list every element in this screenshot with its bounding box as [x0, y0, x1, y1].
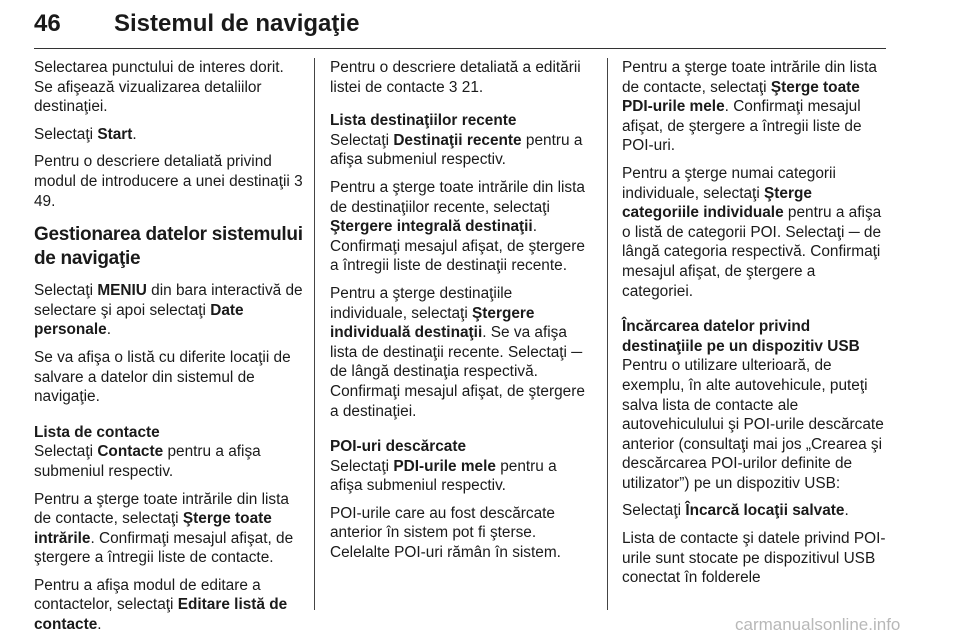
minus-icon: ─: [571, 343, 583, 361]
page-header: [34, 0, 886, 49]
page-number: 46: [34, 10, 61, 37]
arrow-icon: 3: [448, 78, 458, 96]
subheading: POI-uri descărcate: [330, 438, 467, 456]
paragraph: Pentru a şterge toate intrările din lista de contacte, selectaţi Şterge toate intrările. Confirmaţi mesajul afişat, de ştergere a întregii liste de contacte.: [34, 490, 294, 567]
paragraph: Selectaţi PDI-urile mele pentru a afişa submeniul respectiv.: [330, 457, 557, 495]
paragraph: Pentru o descriere detaliată a editării listei de contacte 3 21.: [330, 59, 581, 96]
paragraph: Pentru a şterge toate intrările din lista de contacte, selectaţi Şterge toate PDI-urile mele. Confirmaţi mesajul afişat, de ştergere a întregii liste de POI-uri.: [622, 59, 877, 155]
minus-icon: ─: [848, 223, 860, 241]
subheading: Încărcarea datelor privind destinaţiile pe un dispozitiv USB: [622, 318, 860, 355]
column-divider: [607, 58, 608, 610]
arrow-icon: 3: [294, 172, 303, 190]
subheading: Lista destinaţiilor recente: [330, 112, 517, 130]
paragraph: Se va afişa o listă cu diferite locaţii de salvare a datelor din sistemul de navigaţie.: [34, 348, 291, 406]
paragraph: Pentru a şterge numai categorii individuale, selectaţi Şterge categoriile individuale pentru a afişa o listă de categorii POI. Selectaţi ─ de lângă categoria respectivă. Confirmaţi mesajul afişat, de ştergere a categoriei.: [622, 164, 882, 300]
paragraph: Pentru a şterge toate intrările din lista de destinaţiilor recente, selectaţi Ştergere integrală destinaţii. Confirmaţi mesajul afişat, de ştergere a întregii liste de destinaţii recente.: [330, 178, 585, 275]
paragraph: Pentru a şterge destinaţiile individuale, selectaţi Ştergere individuală destinaţii. Se va afişa lista de destinaţii recente. Selectaţi ─ de lângă destinaţia respectivă. Confirmaţi mesajul afişat, de ştergere a destinaţiei.: [330, 284, 585, 420]
column-left: [34, 58, 304, 643]
paragraph: Pentru o utilizare ulterioară, de exemplu, în alte autovehicule, puteţi salva lista de contacte ale autovehiculului şi POI-urile descărcate anterior (consultaţi mai jos „Crearea şi descărcarea POI-urilor definite de utilizator”) pe un dispozitiv USB:: [622, 357, 884, 492]
paragraph: Pentru o descriere detaliată privind modul de introducere a unei destinaţii 3 49.: [34, 153, 303, 210]
subheading: Lista de contacte: [34, 423, 160, 441]
paragraph: Selectaţi Start.: [34, 125, 137, 143]
section-heading: Gestionarea datelor sistemului de navigaţie: [34, 224, 303, 270]
paragraph: Selectarea punctului de interes dorit. Se afişează vizualizarea detaliilor destinaţiei.: [34, 59, 284, 116]
paragraph: Pentru a afişa modul de editare a contactelor, selectaţi Editare listă de contacte.: [34, 576, 288, 634]
watermark: carmanualsonline.info: [735, 615, 901, 634]
paragraph: Selectaţi Încarcă locaţii salvate.: [622, 502, 849, 520]
paragraph: Lista de contacte şi datele privind POI-urile sunt stocate pe dispozitivul USB conectat în folderele: [622, 530, 886, 587]
page-title: Sistemul de navigaţie: [114, 10, 360, 37]
paragraph: Selectaţi MENIU din bara interactivă de selectare şi apoi selectaţi Date personale.: [34, 282, 303, 339]
column-right: [622, 58, 888, 596]
paragraph: POI-urile care au fost descărcate anterior în sistem pot fi şterse. Celelalte POI-uri rămân în sistem.: [330, 504, 561, 562]
column-middle: [330, 58, 592, 571]
paragraph: Selectaţi Contacte pentru a afişa submeniul respectiv.: [34, 443, 261, 480]
paragraph: Selectaţi Destinaţii recente pentru a afişa submeniul respectiv.: [330, 131, 583, 169]
column-divider: [314, 58, 315, 610]
